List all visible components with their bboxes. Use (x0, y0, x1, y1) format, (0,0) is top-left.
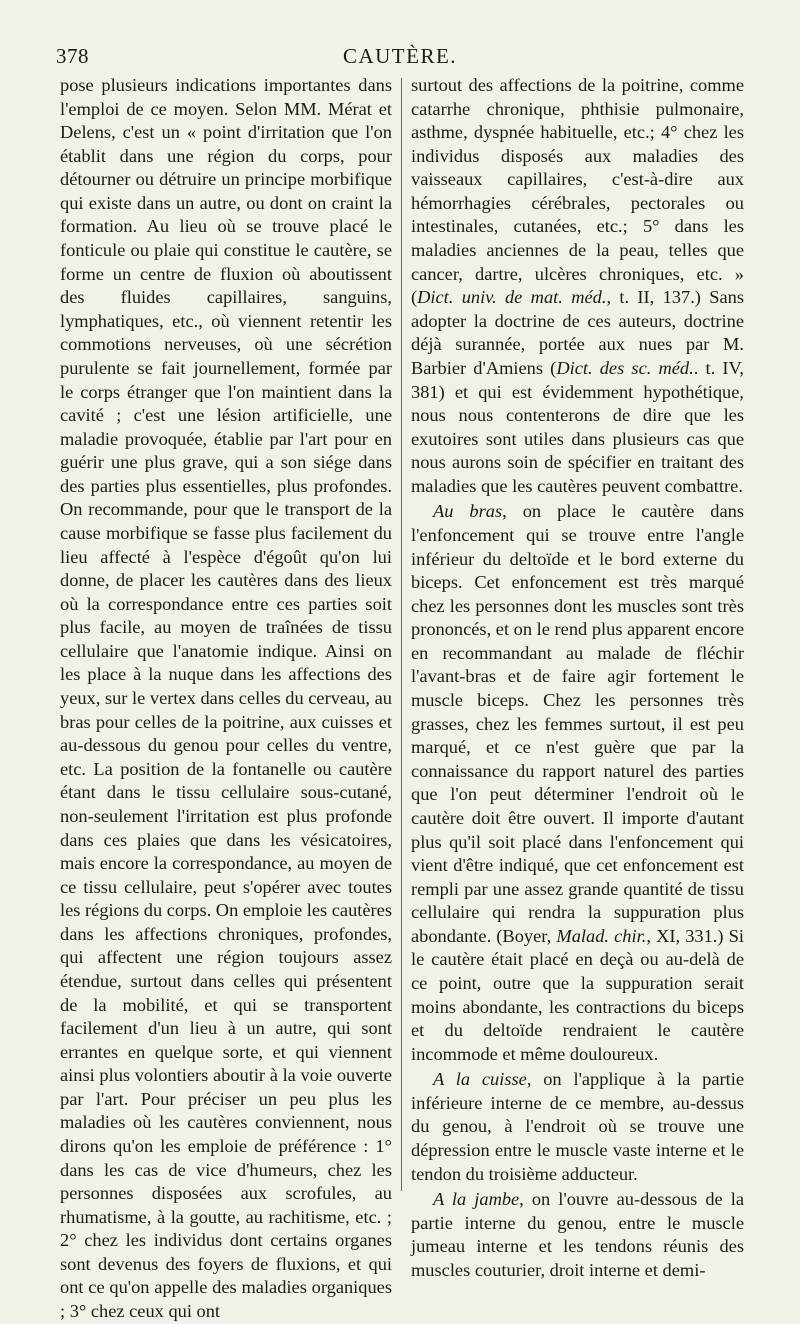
page-header (56, 44, 744, 72)
paragraph-lead: A la cuisse (433, 1069, 527, 1090)
right-column (411, 74, 744, 1282)
paragraph-lead: Au bras (433, 501, 503, 522)
running-title: CAUTÈRE. (342, 44, 458, 68)
paragraph-lead: A la jambe (433, 1189, 520, 1210)
text-run: , on place le cautère dans l'enfoncement qui se trouve entre l'angle inférieur du deltoïde et le bord externe du biceps. Cet enfoncement est très marqué chez les personnes dont les muscles sont très prononcés, et on le rend plus apparent encore en recommandant au malade de fléchir l'avant-bras et de faire agir fortement le muscle biceps. Chez les personnes très grasses, chez les femmes surtout, il est peu marqué, et ce n'est guère que par la connaissance du rapport naturel des parties que l'on peut déterminer l'endroit où le cautère doit être ouvert. Il importe d'autant plus qu'il soit placé dans l'enfoncement qui vient d'être indiqué, que cet enfoncement est rempli par une assez grande quantité de tissu cellulaire qui rendra la suppuration plus abondante. (Boyer, (411, 501, 744, 946)
page-number: 378 (56, 44, 89, 68)
paragraph-au-bras (411, 500, 744, 1066)
citation: Dict. univ. de mat. méd. (417, 287, 607, 308)
text-run: , on l'applique à la partie inférieure interne de ce membre, au-dessus du genou, à l'endroit où se trouve une dépression entre le muscle vaste interne et le tendon du troisième adducteur. (411, 1069, 744, 1184)
left-column (60, 74, 392, 1324)
text-run: , on l'ouvre au-dessous de la partie interne du genou, entre le muscle jumeau interne et les tendons réunis des muscles couturier, droit interne et demi- (411, 1189, 744, 1280)
column-divider (401, 78, 402, 1191)
paragraph-a-la-cuisse (411, 1068, 744, 1186)
paragraph-continuation (411, 74, 744, 498)
citation: Malad. chir. (556, 925, 647, 946)
text-run: surtout des affections de la poitrine, comme catarrhe chronique, phthisie pulmonaire, asthme, dyspnée habituelle, etc.; 4° chez les individus disposés aux maladies des vaisseaux capillaires, c'est-à-dire aux hémorrhagies cérébrales, pectorales ou intestinales, cutanées, etc.; 5° dans les maladies anciennes de la peau, telles que cancer, dartre, ulcères chroniques, etc. » ( (411, 75, 744, 308)
left-column-text: pose plusieurs indications importantes dans l'emploi de ce moyen. Selon MM. Mérat et Delens, c'est un « point d'irritation que l'on établit dans une région du corps, pour détourner ou détruire un principe morbifique qui existe dans un autre, ou dont on craint la formation. Au lieu où se trouve placé le fonticule ou plaie qui constitue le cautère, se forme un centre de fluxion où aboutissent des fluides capillaires, sanguins, lymphatiques, etc., où viennent retentir les commotions nerveuses, où une sécrétion purulente se fait journellement, formée par le corps étranger que l'on maintient dans la cavité ; c'est une lésion artificielle, une maladie provoquée, établie par l'art pour en guérir une plus grave, qui a son siége dans des parties plus essentielles, plus profondes. On recommande, pour que le transport de la cause morbifique se fasse plus facilement du lieu affecté à l'espèce d'égoût qu'on lui donne, de placer les cautères dans des lieux où la correspondance entre ces parties soit plus facile, au moyen de traînées de tissu cellulaire que l'anatomie indique. Ainsi on les place à la nuque dans les affections des yeux, sur le vertex dans celles du cerveau, au bras pour celles de la poitrine, aux cuisses et au-dessous du genou pour celles du ventre, etc. La position de la fontanelle ou cautère étant dans le tissu cellulaire sous-cutané, non-seulement l'irritation est plus profonde dans ces plaies que dans les vésicatoires, mais encore la correspondance, au moyen de ce tissu cellulaire, peut s'opérer avec toutes les régions du corps. On emploie les cautères dans les affections chroniques, profondes, qui affectent une région toujours assez étendue, surtout dans celles qui présentent de la mobilité, et qui se transportent facilement d'un lieu à un autre, qui sont errantes en quelque sorte, et qui viennent ainsi plus volontiers aboutir à la voie ouverte par l'art. Pour préciser un peu plus les maladies où les cautères conviennent, nous dirons qu'on les emploie de préférence : 1° dans les cas de vice d'humeurs, chez les personnes disposées aux scrofules, au rhumatisme, à la goutte, au rachitisme, etc. ; 2° chez les individus dont certains organes sont devenus des foyers de fluxions, et qui ont ce qu'on appelle des maladies organiques ; 3° chez ceux qui ont (60, 75, 392, 1322)
text-run: , XI, 331.) Si le cautère était placé en deçà ou au-delà de ce point, outre que la suppuration serait moins abondante, les contractions du biceps et du deltoïde rendraient le cautère incommode et même douloureux. (411, 925, 744, 1064)
paragraph-a-la-jambe (411, 1188, 744, 1282)
text-run: . t. IV, 381) et qui est évidemment hypothétique, nous nous contenterons de dire que les exutoires sont utiles dans plusieurs cas que nous aurons soin de spécifier en traitant des maladies que les cautères peuvent combattre. (411, 357, 744, 496)
text-run: , t. II, 137.) Sans adopter la doctrine de ces auteurs, doctrine déjà surannée, portée aux nues par M. Barbier d'Amiens ( (411, 287, 745, 378)
citation: Dict. des sc. méd. (556, 357, 694, 378)
